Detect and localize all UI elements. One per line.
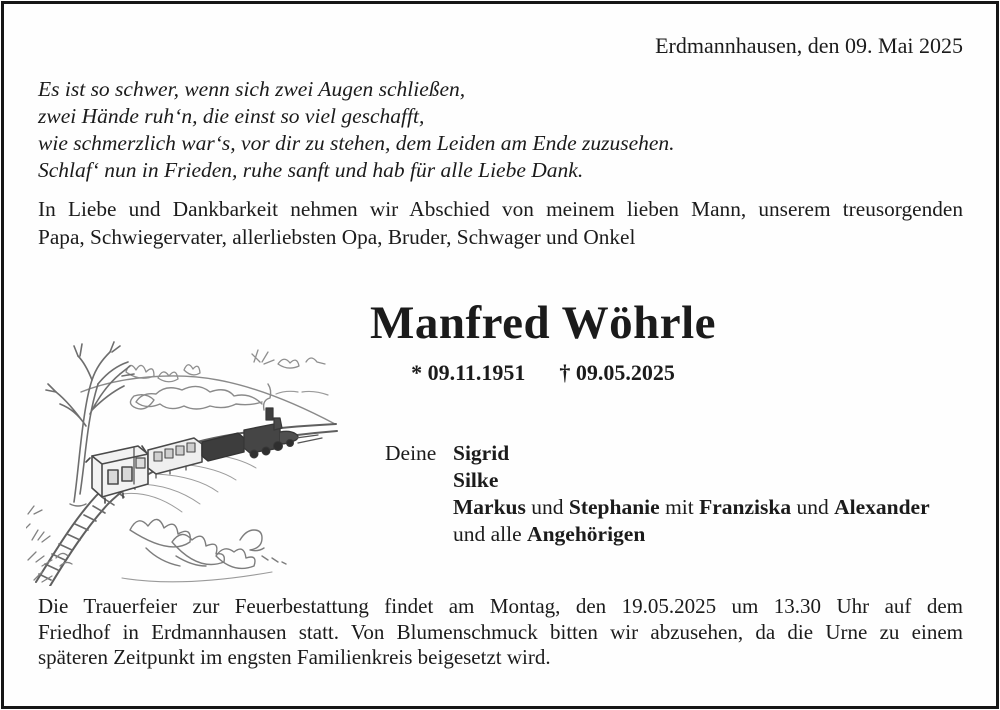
mourner-line: Sigrid — [453, 441, 510, 465]
funeral-details — [38, 594, 963, 671]
intro-line: In Liebe und Dankbarkeit nehmen wir Abschied von meinem lieben Mann, unserem treusorgenden — [38, 197, 963, 221]
funeral-line: Die Trauerfeier zur Feuerbestattung findet am Montag, den 19.05.2025 um 13.30 Uhr auf dem — [38, 594, 963, 618]
steam-train-illustration — [26, 334, 338, 586]
poem-line: Es ist so schwer, wenn sich zwei Augen schließen, — [38, 77, 466, 101]
funeral-line: Friedhof in Erdmannhausen statt. Von Blumenschmuck bitten wir abzusehen, da die Urne zu einem — [38, 619, 963, 644]
intro-paragraph — [38, 196, 963, 251]
deceased-name: Manfred Wöhrle — [370, 297, 716, 349]
mourners-block — [385, 440, 930, 548]
death-date: † 09.05.2025 — [559, 360, 675, 385]
mourner-line: Markus und Stephanie mit Franziska und Alexander — [453, 495, 930, 519]
mourners-names — [453, 440, 930, 548]
funeral-line: späteren Zeitpunkt im engsten Familienkreis beigesetzt wird. — [38, 645, 551, 670]
mourner-line: Silke — [453, 468, 499, 492]
birth-date: * 09.11.1951 — [411, 360, 526, 385]
poem-line: Schlaf‘ nun in Frieden, ruhe sanft und hab für alle Liebe Dank. — [38, 158, 584, 182]
intro-line: Papa, Schwiegervater, allerliebsten Opa, Bruder, Schwager und Onkel — [38, 224, 636, 249]
mourners-label: Deine — [385, 441, 437, 465]
memorial-poem — [38, 76, 675, 184]
mourner-line: und alle Angehörigen — [453, 522, 646, 546]
poem-line: wie schmerzlich war‘s, vor dir zu stehen, dem Leiden am Ende zuzusehen. — [38, 131, 675, 155]
dateline: Erdmannhausen, den 09. Mai 2025 — [655, 33, 963, 58]
poem-line: zwei Hände ruh‘n, die einst so viel geschafft, — [38, 104, 425, 128]
